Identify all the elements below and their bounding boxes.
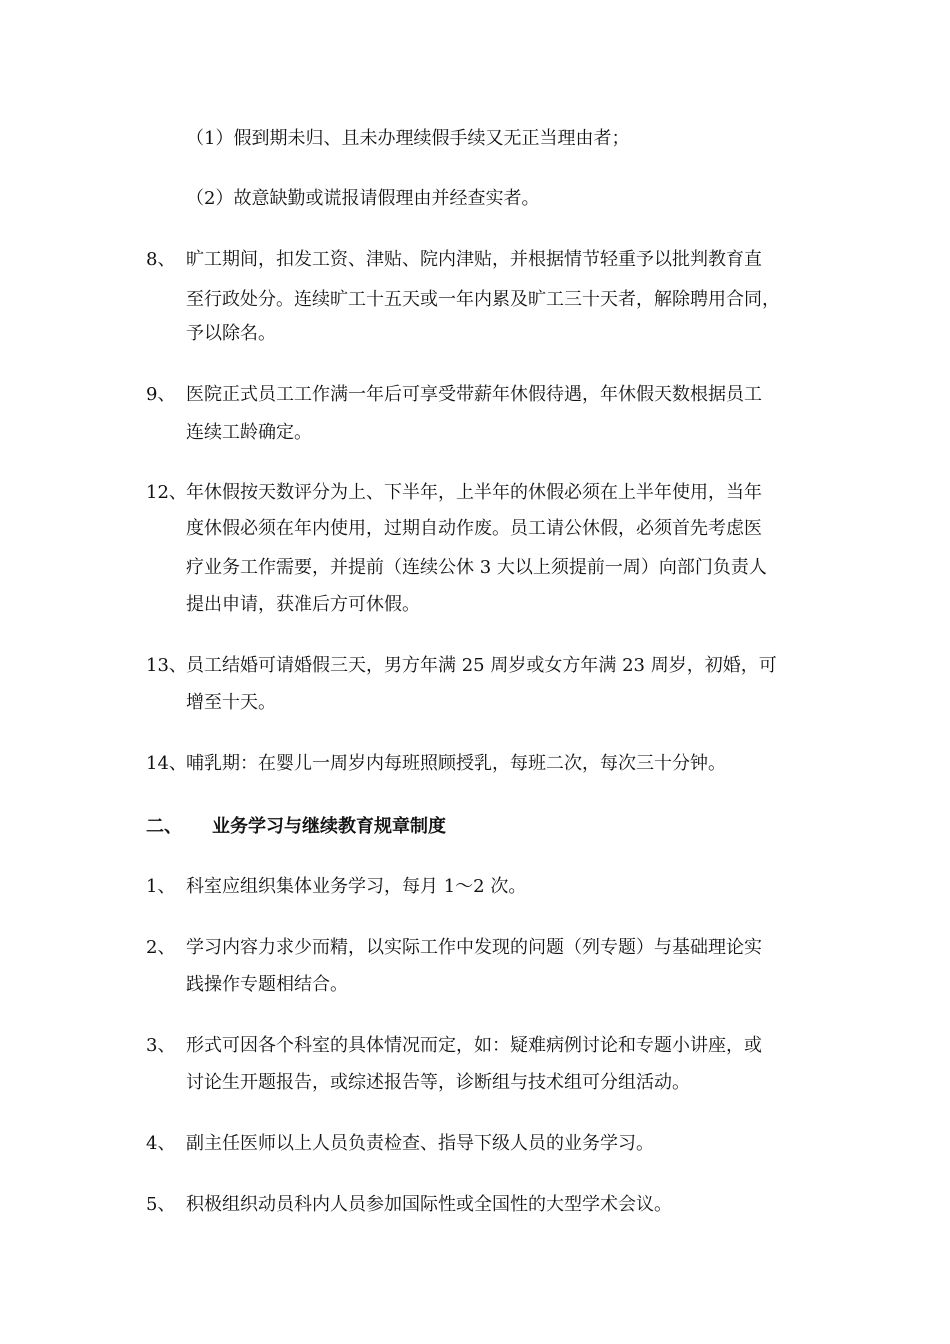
item-9-line-1: 医院正式员工工作满一年后可享受带薪年休假待遇，年休假天数根据员工 <box>186 384 762 405</box>
item-12-line-4: 提出申请，获准后方可休假。 <box>186 594 420 615</box>
item-12-line-3: 疗业务工作需要，并提前（连续公休 3 大以上须提前一周）向部门负责人 <box>186 557 767 578</box>
section-title: 业务学习与继续教育规章制度 <box>212 816 446 837</box>
study-item-2-line-1: 学习内容力求少而精，以实际工作中发现的问题（列专题）与基础理论实 <box>186 937 762 958</box>
study-item-1-number: 1、 <box>146 876 176 897</box>
study-item-3-line-1: 形式可因各个科室的具体情况而定，如：疑难病例讨论和专题小讲座，或 <box>186 1035 762 1056</box>
item-13-line-1: 员工结婚可请婚假三天，男方年满 25 周岁或女方年满 23 周岁，初婚，可 <box>186 655 777 676</box>
item-12-number: 12、 <box>146 482 187 503</box>
item-13-line-2: 增至十天。 <box>186 692 276 713</box>
item-9-line-2: 连续工龄确定。 <box>186 422 312 443</box>
item-13-number: 13、 <box>146 655 187 676</box>
study-item-3-number: 3、 <box>146 1035 176 1056</box>
study-item-1-line-1: 科室应组织集体业务学习，每月 1～2 次。 <box>186 876 527 897</box>
study-item-3-line-2: 讨论生开题报告，或综述报告等，诊断组与技术组可分组活动。 <box>186 1072 690 1093</box>
study-item-5-number: 5、 <box>146 1194 176 1215</box>
section-number: 二、 <box>146 816 182 837</box>
study-item-2-number: 2、 <box>146 937 176 958</box>
item-8-line-2: 至行政处分。连续旷工十五天或一年内累及旷工三十天者，解除聘用合同， <box>186 289 780 310</box>
item-8-number: 8、 <box>146 249 176 270</box>
sub-item-1: （1）假到期未归、且未办理续假手续又无正当理由者； <box>186 128 630 149</box>
item-8-line-1: 旷工期间，扣发工资、津贴、院内津贴，并根据情节轻重予以批判教育直 <box>186 249 762 270</box>
study-item-4-number: 4、 <box>146 1133 176 1154</box>
item-8-line-3: 予以除名。 <box>186 323 276 344</box>
item-9-number: 9、 <box>146 384 176 405</box>
study-item-2-line-2: 践操作专题相结合。 <box>186 974 348 995</box>
sub-item-2: （2）故意缺勤或谎报请假理由并经查实者。 <box>186 188 540 209</box>
item-14-line-1: 哺乳期：在婴儿一周岁内每班照顾授乳，每班二次，每次三十分钟。 <box>186 753 726 774</box>
item-12-line-1: 年休假按天数评分为上、下半年，上半年的休假必须在上半年使用，当年 <box>186 482 762 503</box>
item-12-line-2: 度休假必须在年内使用，过期自动作废。员工请公休假，必须首先考虑医 <box>186 518 762 539</box>
study-item-4-line-1: 副主任医师以上人员负责检查、指导下级人员的业务学习。 <box>186 1133 654 1154</box>
study-item-5-line-1: 积极组织动员科内人员参加国际性或全国性的大型学术会议。 <box>186 1194 672 1215</box>
item-14-number: 14、 <box>146 753 187 774</box>
